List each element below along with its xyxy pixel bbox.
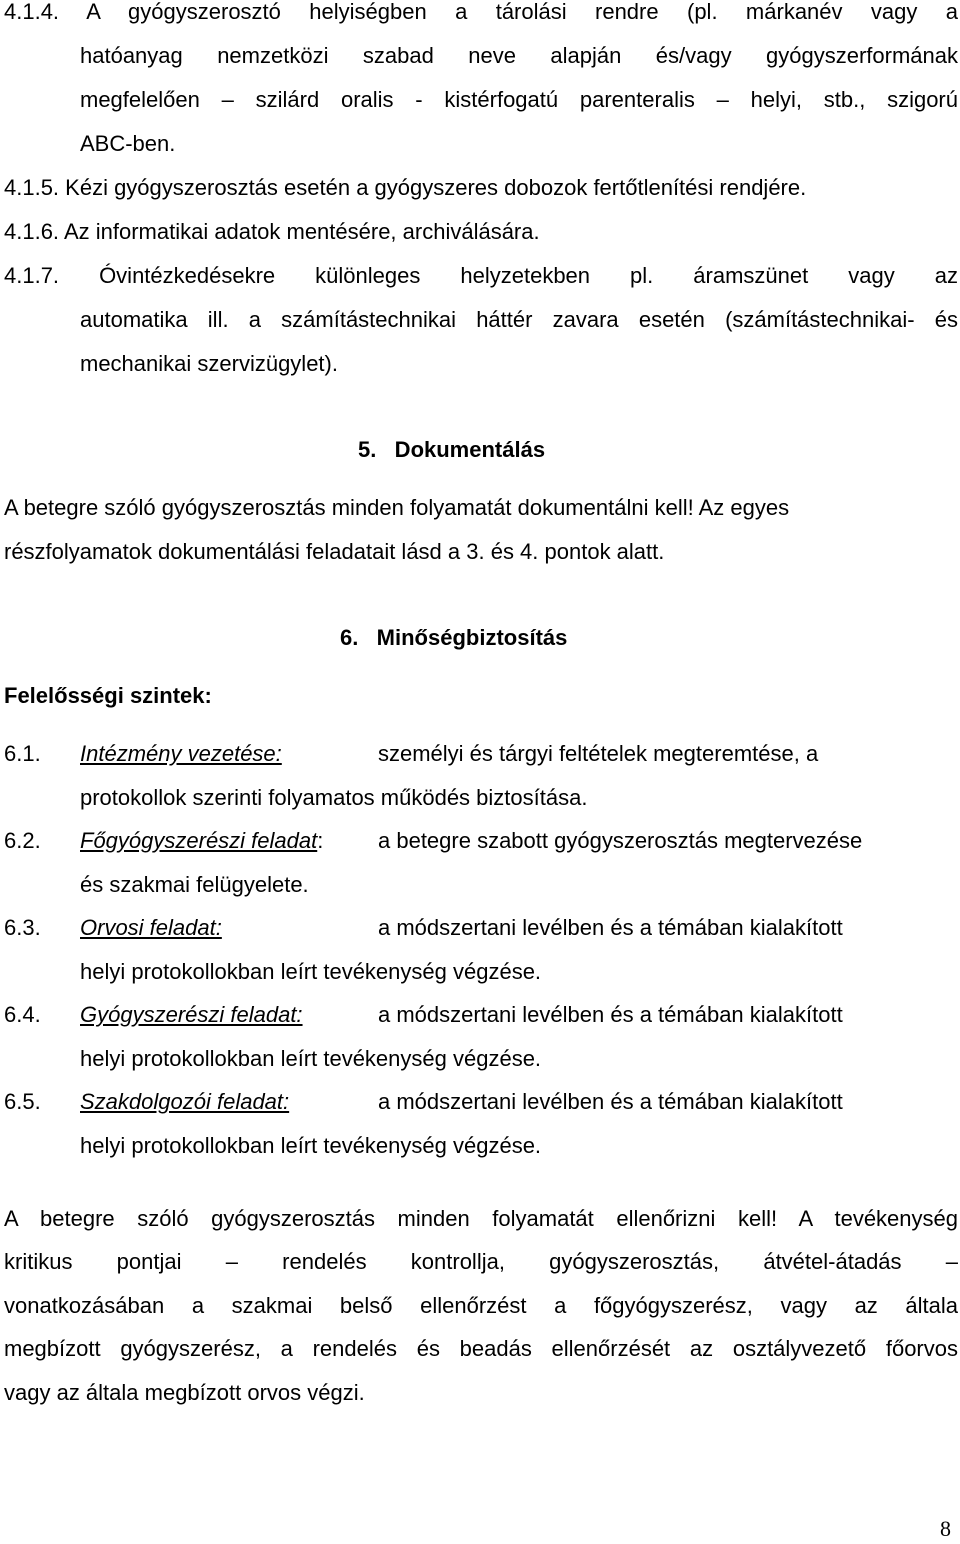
page-number: 8: [940, 1516, 951, 1541]
closing-para-line-2: kritikus pontjai – rendelés kontrollja, gyógyszerosztás, átvétel-átadás –: [4, 1249, 958, 1274]
role-title: Intézmény vezetése:: [80, 741, 282, 766]
role-row-6-1: [4, 732, 960, 820]
role-title: Gyógyszerészi feladat:: [80, 1002, 303, 1027]
item-4-1-6: 4.1.6. Az informatikai adatok mentésére, archiválására.: [4, 219, 540, 244]
section-5-heading: 5. Dokumentálás: [358, 437, 546, 462]
role-number: 6.2.: [4, 828, 41, 853]
role-title: Szakdolgozói feladat:: [80, 1089, 290, 1114]
role-number: 6.3.: [4, 915, 41, 940]
role-row-6-2: [4, 819, 960, 907]
role-number: 6.5.: [4, 1089, 41, 1114]
role-title: Orvosi feladat:: [80, 915, 222, 940]
role-description-line-2: és szakmai felügyelete.: [80, 872, 309, 897]
section-5-para-line-1: A betegre szóló gyógyszerosztás minden folyamatát dokumentálni kell! Az egyes: [4, 495, 790, 520]
item-4-1-7-line-3: mechanikai szervizügylet).: [80, 351, 338, 376]
role-row-6-3: [4, 906, 960, 994]
item-4-1-4-line-4: ABC-ben.: [80, 131, 176, 156]
responsibility-levels-heading: Felelősségi szintek:: [4, 683, 212, 708]
role-description-line-1: a módszertani levélben és a témában kialakított: [378, 1089, 843, 1114]
item-4-1-7-line-2: automatika ill. a számítástechnikai háttér zavara esetén (számítástechnikai- és: [80, 307, 958, 332]
role-number: 6.4.: [4, 1002, 41, 1027]
closing-para-line-1: A betegre szóló gyógyszerosztás minden folyamatát ellenőrizni kell! A tevékenység: [4, 1206, 958, 1231]
item-4-1-5: 4.1.5. Kézi gyógyszerosztás esetén a gyógyszeres dobozok fertőtlenítési rendjére.: [4, 175, 807, 200]
closing-para-line-4: megbízott gyógyszerész, a rendelés és beadás ellenőrzését az osztályvezető főorvos: [4, 1336, 958, 1361]
item-4-1-7-line-1: 4.1.7. Óvintézkedésekre különleges helyzetekben pl. áramszünet vagy az: [4, 263, 958, 288]
item-4-1-4-line-3: megfelelően – szilárd oralis - kistérfogatú parenteralis – helyi, stb., szigorú: [80, 87, 958, 112]
item-4-1-4-line-1: 4.1.4. A gyógyszerosztó helyiségben a tárolási rendre (pl. márkanév vagy a: [4, 0, 958, 24]
closing-para-line-3: vonatkozásában a szakmai belső ellenőrzést a főgyógyszerész, vagy az általa: [4, 1293, 958, 1318]
role-row-6-4: [4, 993, 960, 1081]
role-title: [80, 819, 323, 863]
role-row-6-5: [4, 1080, 960, 1168]
role-description-line-2: helyi protokollokban leírt tevékenység végzése.: [80, 1046, 542, 1071]
section-6-heading: 6. Minőségbiztosítás: [340, 625, 568, 650]
role-description-line-1: személyi és tárgyi feltételek megteremtése, a: [378, 741, 819, 766]
role-title-text: Főgyógyszerészi feladat: [80, 828, 318, 853]
role-description-line-1: a betegre szabott gyógyszerosztás megtervezése: [378, 828, 863, 853]
role-description-line-1: a módszertani levélben és a témában kialakított: [378, 1002, 843, 1027]
role-description-line-2: protokollok szerinti folyamatos működés biztosítása.: [80, 785, 588, 810]
closing-para-line-5: vagy az általa megbízott orvos végzi.: [4, 1380, 365, 1405]
role-number: 6.1.: [4, 741, 41, 766]
section-5-para-line-2: részfolyamatok dokumentálási feladatait lásd a 3. és 4. pontok alatt.: [4, 539, 665, 564]
role-description-line-2: helyi protokollokban leírt tevékenység végzése.: [80, 1133, 542, 1158]
role-description-line-1: a módszertani levélben és a témában kialakított: [378, 915, 843, 940]
role-title-colon: :: [317, 828, 324, 853]
role-description-line-2: helyi protokollokban leírt tevékenység végzése.: [80, 959, 542, 984]
item-4-1-4-line-2: hatóanyag nemzetközi szabad neve alapján és/vagy gyógyszerformának: [80, 43, 958, 68]
